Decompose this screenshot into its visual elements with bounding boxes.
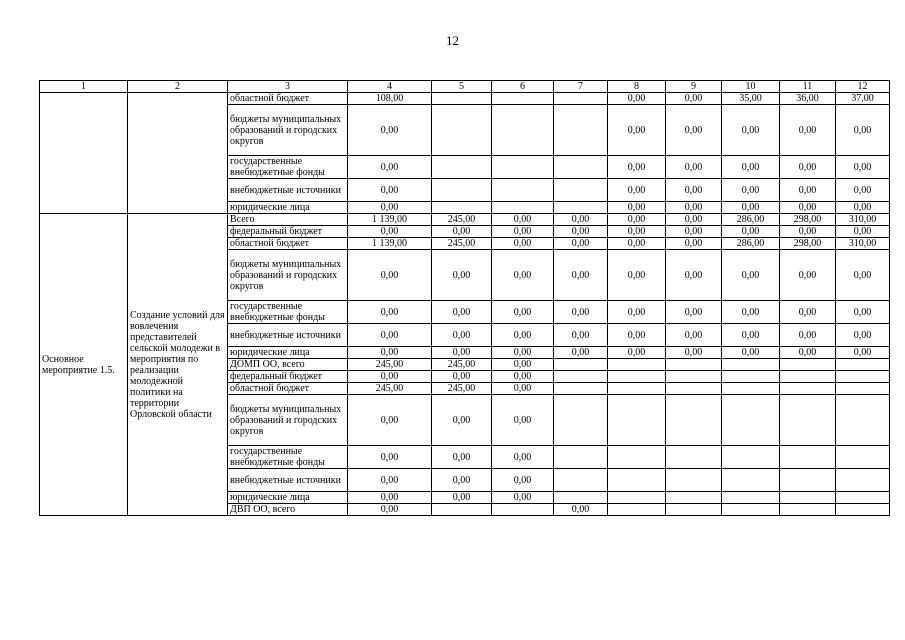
funding-source-label: ДОМП ОО, всего: [228, 359, 348, 371]
value-cell: 0,00: [836, 179, 890, 202]
value-cell: 0,00: [348, 492, 432, 504]
value-cell: [722, 469, 780, 492]
value-cell: 245,00: [432, 359, 492, 371]
value-cell: 310,00: [836, 238, 890, 250]
value-cell: 0,00: [666, 324, 722, 347]
funding-source-label: государственные внебюджетные фонды: [228, 156, 348, 179]
funding-source-label: Всего: [228, 214, 348, 226]
column-header-6: 6: [492, 81, 554, 93]
value-cell: 0,00: [666, 179, 722, 202]
column-header-3: 3: [228, 81, 348, 93]
value-cell: 0,00: [492, 214, 554, 226]
value-cell: 0,00: [666, 93, 722, 105]
value-cell: [666, 469, 722, 492]
value-cell: [780, 371, 836, 383]
value-cell: 37,00: [836, 93, 890, 105]
funding-source-label: федеральный бюджет: [228, 371, 348, 383]
value-cell: 0,00: [780, 324, 836, 347]
value-cell: 0,00: [348, 156, 432, 179]
funding-source-label: областной бюджет: [228, 238, 348, 250]
value-cell: 108,00: [348, 93, 432, 105]
value-cell: [722, 446, 780, 469]
value-cell: [780, 469, 836, 492]
column-header-9: 9: [666, 81, 722, 93]
funding-source-label: государственные внебюджетные фонды: [228, 446, 348, 469]
value-cell: 0,00: [432, 492, 492, 504]
value-cell: 0,00: [554, 324, 608, 347]
value-cell: 0,00: [554, 250, 608, 301]
value-cell: [780, 492, 836, 504]
value-cell: 298,00: [780, 238, 836, 250]
value-cell: 0,00: [348, 202, 432, 214]
value-cell: 0,00: [722, 226, 780, 238]
value-cell: [432, 93, 492, 105]
value-cell: [666, 371, 722, 383]
value-cell: 0,00: [554, 301, 608, 324]
value-cell: [492, 179, 554, 202]
value-cell: 0,00: [554, 238, 608, 250]
value-cell: 0,00: [836, 226, 890, 238]
funding-source-label: юридические лица: [228, 202, 348, 214]
value-cell: 0,00: [666, 250, 722, 301]
column-header-7: 7: [554, 81, 608, 93]
value-cell: 0,00: [722, 347, 780, 359]
value-cell: 0,00: [608, 93, 666, 105]
value-cell: 0,00: [492, 226, 554, 238]
value-cell: 0,00: [780, 250, 836, 301]
activity-code-cell: Основное мероприятие 1.5.: [40, 214, 128, 516]
value-cell: [722, 492, 780, 504]
value-cell: 0,00: [492, 359, 554, 371]
value-cell: 0,00: [722, 324, 780, 347]
value-cell: 0,00: [722, 105, 780, 156]
funding-source-label: областной бюджет: [228, 383, 348, 395]
value-cell: [492, 156, 554, 179]
value-cell: [554, 469, 608, 492]
value-cell: [780, 359, 836, 371]
value-cell: 0,00: [492, 238, 554, 250]
value-cell: 286,00: [722, 238, 780, 250]
value-cell: 0,00: [432, 347, 492, 359]
value-cell: 0,00: [608, 226, 666, 238]
value-cell: 0,00: [780, 105, 836, 156]
value-cell: [608, 383, 666, 395]
funding-source-label: юридические лица: [228, 492, 348, 504]
value-cell: [432, 202, 492, 214]
funding-source-label: внебюджетные источники: [228, 179, 348, 202]
value-cell: [554, 93, 608, 105]
value-cell: [608, 492, 666, 504]
value-cell: 0,00: [836, 347, 890, 359]
value-cell: 0,00: [722, 301, 780, 324]
value-cell: 0,00: [608, 214, 666, 226]
value-cell: [554, 359, 608, 371]
value-cell: [722, 383, 780, 395]
value-cell: 0,00: [666, 202, 722, 214]
value-cell: [608, 446, 666, 469]
value-cell: 0,00: [608, 179, 666, 202]
activity-name-cell: [128, 93, 228, 214]
value-cell: 0,00: [722, 156, 780, 179]
value-cell: [722, 395, 780, 446]
value-cell: 0,00: [608, 301, 666, 324]
value-cell: 0,00: [554, 226, 608, 238]
value-cell: [722, 359, 780, 371]
funding-source-label: государственные внебюджетные фонды: [228, 301, 348, 324]
value-cell: 0,00: [432, 250, 492, 301]
value-cell: [554, 371, 608, 383]
value-cell: 0,00: [492, 324, 554, 347]
value-cell: 0,00: [836, 301, 890, 324]
value-cell: [554, 156, 608, 179]
value-cell: 0,00: [348, 371, 432, 383]
value-cell: 0,00: [348, 301, 432, 324]
funding-source-label: федеральный бюджет: [228, 226, 348, 238]
value-cell: [836, 492, 890, 504]
value-cell: [608, 371, 666, 383]
value-cell: 0,00: [432, 395, 492, 446]
column-header-12: 12: [836, 81, 890, 93]
value-cell: [666, 383, 722, 395]
column-header-2: 2: [128, 81, 228, 93]
value-cell: 245,00: [432, 214, 492, 226]
value-cell: 0,00: [836, 105, 890, 156]
value-cell: 0,00: [780, 226, 836, 238]
value-cell: 0,00: [348, 395, 432, 446]
activity-name-cell: Создание условий для вовлечения представителей сельской молодежи в мероприятия по реализации молодежной политики на территории Орловской области: [128, 214, 228, 516]
value-cell: [492, 93, 554, 105]
value-cell: 0,00: [666, 301, 722, 324]
value-cell: 0,00: [608, 156, 666, 179]
value-cell: [608, 395, 666, 446]
value-cell: [780, 395, 836, 446]
funding-source-label: ДВП ОО, всего: [228, 504, 348, 516]
value-cell: [836, 395, 890, 446]
value-cell: 0,00: [432, 371, 492, 383]
funding-source-label: областной бюджет: [228, 93, 348, 105]
value-cell: [492, 105, 554, 156]
value-cell: 0,00: [432, 469, 492, 492]
value-cell: 0,00: [722, 179, 780, 202]
table-body: [40, 81, 890, 516]
value-cell: 0,00: [348, 105, 432, 156]
value-cell: [432, 105, 492, 156]
value-cell: 0,00: [608, 238, 666, 250]
column-header-5: 5: [432, 81, 492, 93]
value-cell: 0,00: [780, 179, 836, 202]
value-cell: 0,00: [348, 324, 432, 347]
column-header-8: 8: [608, 81, 666, 93]
value-cell: 36,00: [780, 93, 836, 105]
value-cell: 0,00: [608, 347, 666, 359]
value-cell: 0,00: [836, 156, 890, 179]
value-cell: [836, 359, 890, 371]
value-cell: 0,00: [492, 301, 554, 324]
value-cell: [554, 383, 608, 395]
value-cell: 0,00: [492, 250, 554, 301]
value-cell: 0,00: [666, 156, 722, 179]
value-cell: [666, 504, 722, 516]
value-cell: [722, 371, 780, 383]
value-cell: [608, 359, 666, 371]
value-cell: 0,00: [492, 371, 554, 383]
value-cell: 310,00: [836, 214, 890, 226]
value-cell: 0,00: [780, 347, 836, 359]
funding-source-label: бюджеты муниципальных образований и городских округов: [228, 250, 348, 301]
value-cell: [608, 504, 666, 516]
value-cell: 0,00: [608, 324, 666, 347]
value-cell: 0,00: [666, 238, 722, 250]
value-cell: [722, 504, 780, 516]
value-cell: [554, 105, 608, 156]
funding-source-label: бюджеты муниципальных образований и городских округов: [228, 105, 348, 156]
value-cell: 0,00: [836, 250, 890, 301]
value-cell: 0,00: [722, 250, 780, 301]
value-cell: 0,00: [492, 492, 554, 504]
value-cell: 0,00: [492, 347, 554, 359]
column-header-11: 11: [780, 81, 836, 93]
value-cell: 0,00: [554, 347, 608, 359]
table-row: [40, 93, 890, 105]
value-cell: 0,00: [608, 202, 666, 214]
budget-table: [39, 80, 890, 516]
value-cell: 0,00: [348, 504, 432, 516]
value-cell: [836, 371, 890, 383]
value-cell: [836, 383, 890, 395]
value-cell: 0,00: [608, 105, 666, 156]
value-cell: [666, 446, 722, 469]
value-cell: [432, 156, 492, 179]
value-cell: 245,00: [432, 383, 492, 395]
value-cell: 0,00: [554, 504, 608, 516]
value-cell: [432, 179, 492, 202]
value-cell: [554, 202, 608, 214]
value-cell: [780, 383, 836, 395]
value-cell: 1 139,00: [348, 238, 432, 250]
value-cell: 0,00: [348, 469, 432, 492]
value-cell: 245,00: [348, 359, 432, 371]
value-cell: [666, 492, 722, 504]
table-row: [40, 214, 890, 226]
funding-source-label: юридические лица: [228, 347, 348, 359]
value-cell: [666, 359, 722, 371]
value-cell: 0,00: [608, 250, 666, 301]
value-cell: 245,00: [348, 383, 432, 395]
value-cell: [836, 504, 890, 516]
value-cell: 0,00: [492, 469, 554, 492]
value-cell: 298,00: [780, 214, 836, 226]
value-cell: 0,00: [666, 214, 722, 226]
value-cell: 0,00: [348, 446, 432, 469]
value-cell: 0,00: [666, 105, 722, 156]
funding-source-label: бюджеты муниципальных образований и городских округов: [228, 395, 348, 446]
value-cell: 0,00: [492, 383, 554, 395]
value-cell: [554, 179, 608, 202]
value-cell: 35,00: [722, 93, 780, 105]
value-cell: 0,00: [722, 202, 780, 214]
value-cell: 0,00: [666, 226, 722, 238]
funding-source-label: внебюджетные источники: [228, 469, 348, 492]
value-cell: 0,00: [348, 250, 432, 301]
value-cell: [554, 492, 608, 504]
value-cell: [432, 504, 492, 516]
value-cell: [492, 202, 554, 214]
value-cell: 0,00: [554, 214, 608, 226]
value-cell: 0,00: [492, 395, 554, 446]
value-cell: [492, 504, 554, 516]
value-cell: 1 139,00: [348, 214, 432, 226]
column-header-10: 10: [722, 81, 780, 93]
value-cell: 0,00: [780, 156, 836, 179]
value-cell: 0,00: [836, 202, 890, 214]
value-cell: [780, 446, 836, 469]
value-cell: 0,00: [348, 226, 432, 238]
column-header-4: 4: [348, 81, 432, 93]
value-cell: 0,00: [432, 226, 492, 238]
value-cell: 0,00: [780, 301, 836, 324]
value-cell: 0,00: [492, 446, 554, 469]
value-cell: [608, 469, 666, 492]
value-cell: 0,00: [780, 202, 836, 214]
value-cell: 0,00: [836, 324, 890, 347]
page-number: 12: [446, 33, 459, 48]
value-cell: [836, 469, 890, 492]
value-cell: 0,00: [348, 179, 432, 202]
value-cell: 0,00: [666, 347, 722, 359]
value-cell: 0,00: [432, 446, 492, 469]
value-cell: 0,00: [348, 347, 432, 359]
value-cell: [836, 446, 890, 469]
header-row: [40, 81, 890, 93]
value-cell: 0,00: [432, 301, 492, 324]
value-cell: 245,00: [432, 238, 492, 250]
value-cell: 0,00: [432, 324, 492, 347]
value-cell: [554, 446, 608, 469]
value-cell: [780, 504, 836, 516]
value-cell: 286,00: [722, 214, 780, 226]
funding-source-label: внебюджетные источники: [228, 324, 348, 347]
column-header-1: 1: [40, 81, 128, 93]
value-cell: [554, 395, 608, 446]
activity-code-cell: [40, 93, 128, 214]
value-cell: [666, 395, 722, 446]
